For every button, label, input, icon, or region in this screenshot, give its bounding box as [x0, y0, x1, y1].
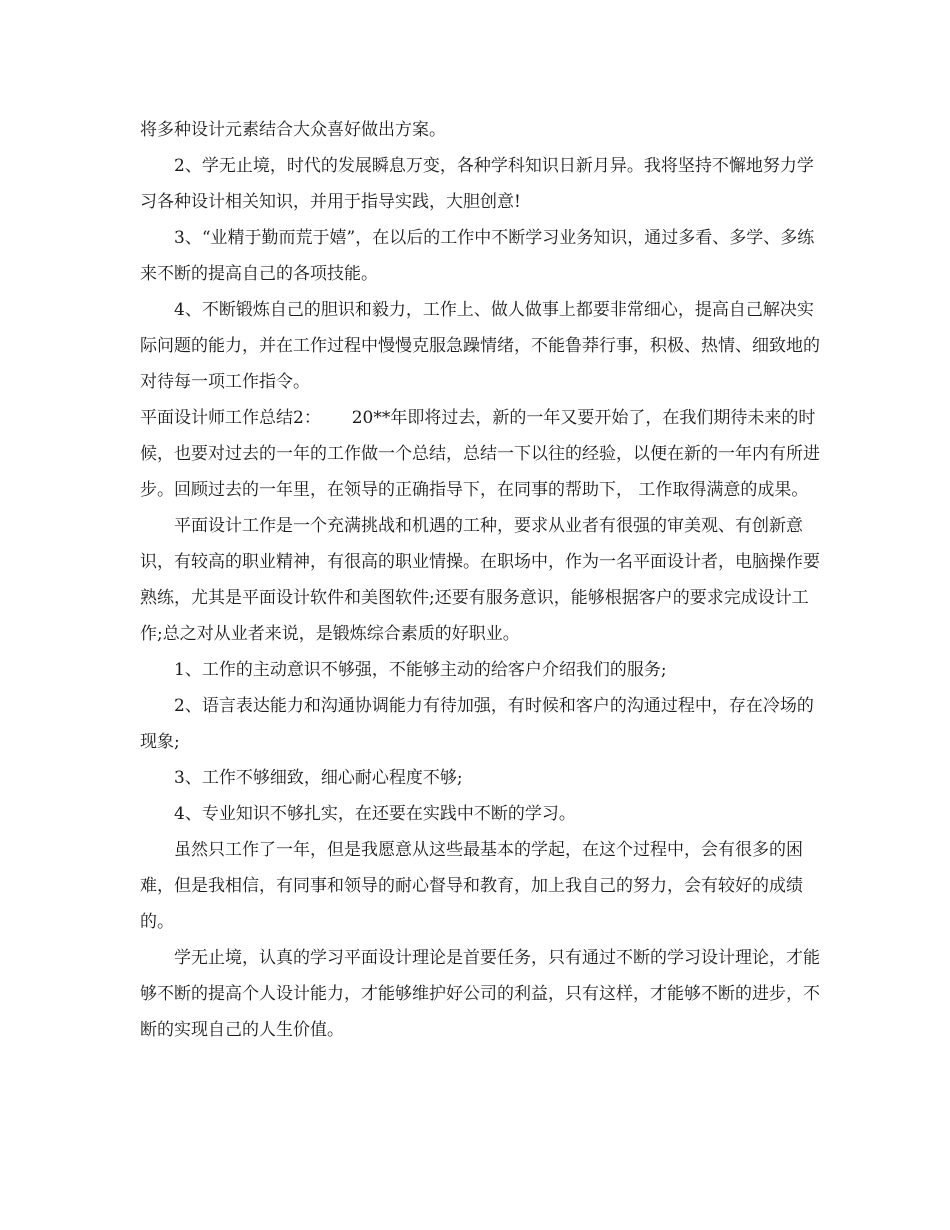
paragraph: 2、学无止境，时代的发展瞬息万变，各种学科知识日新月异。我将坚持不懈地努力学习各种设计相关知识，并用于指导实践，大胆创意! — [140, 156, 814, 212]
list-item: 4、专业知识不够扎实，在还要在实践中不断的学习。 — [174, 804, 576, 824]
paragraph: 学无止境，认真的学习平面设计理论是首要任务，只有通过不断的学习设计理论，才能够不断的提高个人设计能力，才能够维护好公司的利益，只有这样，才能够不断的进步，不断的实现自己的人生价值。 — [140, 948, 820, 1040]
document-body — [140, 112, 830, 1048]
paragraph: 将多种设计元素结合大众喜好做出方案。 — [140, 120, 446, 140]
paragraph: 平面设计工作是一个充满挑战和机遇的工种，要求从业者有很强的审美观、有创新意识，有较高的职业精神，有很高的职业情操。在职场中，作为一名平面设计者，电脑操作要熟练，尤其是平面设计软件和美图软件;还要有服务意识，能够根据客户的要求完成设计工作;总之对从业者来说，是锻炼综合素质的好职业。 — [140, 516, 820, 644]
list-item: 2、语言表达能力和沟通协调能力有待加强，有时候和客户的沟通过程中，存在冷场的现象; — [140, 696, 814, 752]
list-item: 1、工作的主动意识不够强，不能够主动的给客户介绍我们的服务; — [174, 660, 667, 680]
paragraph: 3、“业精于勤而荒于嬉”，在以后的工作中不断学习业务知识，通过多看、多学、多练来不断的提高自己的各项技能。 — [140, 228, 815, 284]
paragraph: 虽然只工作了一年，但是我愿意从这些最基本的学起，在这个过程中，会有很多的困难，但是我相信，有同事和领导的耐心督导和教育，加上我自己的努力，会有较好的成绩的。 — [140, 840, 803, 932]
paragraph: 4、不断锻炼自己的胆识和毅力，工作上、做人做事上都要非常细心，提高自己解决实际问题的能力，并在工作过程中慢慢克服急躁情绪，不能鲁莽行事，积极、热情、细致地的对待每一项工作指令。 — [140, 300, 820, 392]
section-heading-paragraph: 平面设计师工作总结2： 20**年即将过去，新的一年又要开始了，在我们期待未来的时候，也要对过去的一年的工作做一个总结，总结一下以往的经验，以便在新的一年内有所进步。回顾过去的一年里，在领导的正确指导下，在同事的帮助下， 工作取得满意的成果。 — [140, 408, 820, 500]
list-item: 3、工作不够细致，细心耐心程度不够; — [174, 768, 463, 788]
